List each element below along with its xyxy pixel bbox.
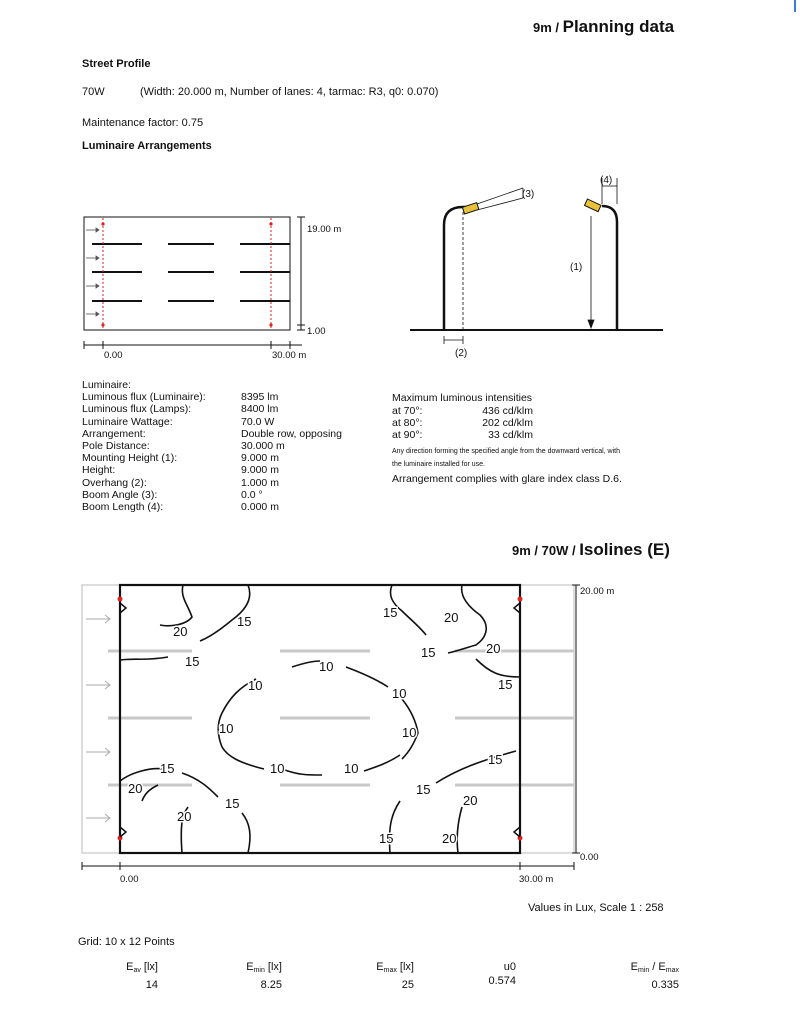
planning-data-heading	[533, 17, 674, 37]
contour-label: 10	[344, 761, 359, 776]
intensity-values	[455, 405, 533, 442]
contour-label: 15	[383, 605, 398, 620]
side-label-2: (2)	[455, 348, 468, 359]
contour-label: 10	[392, 686, 407, 701]
contour-labels	[128, 605, 512, 846]
lamp-type: 70W	[82, 86, 105, 98]
luminaire-left	[462, 203, 478, 214]
luminaire-value: 30.000 m	[241, 439, 285, 452]
side-diagram	[405, 170, 670, 365]
isolines-x-start: 0.00	[120, 874, 139, 885]
maintenance-factor: Maintenance factor: 0.75	[82, 117, 204, 129]
contour-label: 15	[237, 614, 252, 629]
result-value: 0.335	[651, 979, 679, 991]
pole-marker	[101, 323, 104, 326]
plan-x-end: 30.00 m	[272, 350, 307, 361]
contour-label: 15	[225, 796, 240, 811]
result-emin	[220, 960, 282, 992]
contour-label: 20	[463, 793, 478, 808]
contour-label: 10	[319, 659, 334, 674]
luminaire-value: 9.000 m	[241, 452, 279, 465]
planning-prefix: 9m /	[533, 20, 563, 35]
luminaire-label: Overhang (2):	[82, 476, 147, 489]
pole-lines	[103, 218, 271, 329]
pole-right	[602, 206, 617, 330]
luminaire-value: 8395 lm	[241, 391, 279, 404]
luminaire-value: 1.000 m	[241, 476, 279, 489]
intensity-value: 33 cd/klm	[488, 429, 533, 442]
contour-label: 15	[498, 677, 513, 692]
contour-label: 15	[421, 645, 436, 660]
result-sub: min	[253, 967, 265, 974]
luminaire-label: Luminaire Wattage:	[82, 415, 173, 428]
result-emax	[350, 960, 414, 992]
isolines-heading	[512, 540, 670, 560]
luminaire-arrangements-heading: Luminaire Arrangements	[82, 140, 212, 152]
result-name: E	[630, 961, 638, 973]
result-sub2: max	[665, 967, 679, 974]
luminaire-label: Boom Angle (3):	[82, 488, 158, 501]
contour-label: 20	[444, 610, 459, 625]
result-ratio	[590, 960, 679, 992]
contour-label: 10	[402, 725, 417, 740]
isolines-x-end: 30.00 m	[519, 874, 554, 885]
contour-label: 10	[270, 761, 285, 776]
intensity-label: at 80°:	[392, 417, 423, 430]
pole-marker	[269, 323, 272, 326]
result-value: 25	[401, 979, 414, 991]
result-sub: av	[133, 967, 141, 974]
road-outline	[84, 217, 290, 330]
luminaire-label: Luminous flux (Lamps):	[82, 403, 192, 416]
dim-width-label: 19.00 m	[307, 224, 342, 235]
result-unit: [lx]	[264, 961, 282, 973]
result-name: u0	[503, 961, 516, 973]
result-eav	[100, 960, 158, 992]
result-name: E	[376, 961, 384, 973]
luminaire-label: Mounting Height (1):	[82, 452, 178, 465]
isolines-prefix: 9m / 70W /	[512, 543, 580, 558]
luminaire-label: Luminous flux (Luminaire):	[82, 391, 206, 404]
dim-offset-label: 1.00	[307, 326, 326, 337]
intensity-value: 436 cd/klm	[482, 405, 533, 417]
contour-label: 20	[442, 831, 457, 846]
intensity-label: at 70°:	[392, 405, 423, 417]
isolines-y-top: 20.00 m	[580, 586, 615, 597]
vertical-dimension	[297, 217, 305, 330]
result-value: 0.574	[488, 975, 516, 987]
luminaire-value: 9.000 m	[241, 464, 279, 477]
intensity-value: 202 cd/klm	[482, 417, 533, 430]
result-name: E	[126, 961, 134, 973]
contour-label: 20	[128, 781, 143, 796]
result-u0	[470, 960, 516, 988]
luminaire-value: 0.000 m	[241, 500, 279, 513]
luminaire-label: Luminaire:	[82, 379, 132, 391]
contour-label: 15	[379, 831, 394, 846]
contour-label: 15	[185, 654, 200, 669]
result-unit: [lx]	[140, 961, 158, 973]
intensities-title: Maximum luminous intensities	[392, 392, 533, 404]
grid-label: Grid: 10 x 12 Points	[78, 936, 175, 948]
lane-markings	[108, 651, 574, 785]
street-details: (Width: 20.000 m, Number of lanes: 4, tarmac: R3, q0: 0.070)	[140, 86, 439, 98]
scale-note: Values in Lux, Scale 1 : 258	[528, 902, 664, 914]
side-label-1: (1)	[570, 262, 583, 273]
pole-marker	[518, 597, 523, 602]
contour-label: 15	[416, 782, 431, 797]
luminaire-value: 70.0 W	[241, 415, 275, 428]
luminaire-label: Arrangement:	[82, 427, 146, 440]
luminaire-label: Boom Length (4):	[82, 500, 164, 513]
bottom-scale	[82, 862, 574, 870]
result-sub: max	[383, 967, 397, 974]
intensity-label: at 90°:	[392, 429, 423, 442]
result-unit: / E	[649, 961, 666, 973]
isolines-diagram	[70, 575, 590, 895]
result-value: 8.25	[260, 979, 282, 991]
isolines-y-bottom: 0.00	[580, 852, 599, 863]
luminaire-value: 8400 lm	[241, 403, 279, 416]
luminaire-labels	[82, 379, 206, 513]
contour-label: 10	[248, 678, 263, 693]
contour-label: 20	[177, 809, 192, 824]
height-dimension	[588, 216, 594, 328]
overhang-dimension	[444, 336, 463, 344]
contour-label: 20	[486, 641, 501, 656]
pole-marker	[101, 222, 104, 225]
street-profile-heading: Street Profile	[82, 58, 151, 70]
boom-angle-line	[477, 188, 523, 204]
contour-label: 15	[160, 761, 175, 776]
luminaire-values	[241, 379, 342, 513]
contour-label: 20	[173, 624, 188, 639]
side-label-4: (4)	[600, 175, 613, 186]
contour-label: 15	[488, 752, 503, 767]
luminaire-right	[584, 199, 601, 212]
boom-angle-line	[477, 198, 523, 210]
pole-marker	[118, 597, 123, 602]
luminaire-value: Double row, opposing	[241, 427, 342, 440]
pole-marker	[269, 222, 272, 225]
result-name: E	[246, 961, 254, 973]
luminaire-value: 0.0 °	[241, 488, 263, 501]
planning-title: Planning data	[562, 17, 675, 36]
glare-class: Arrangement complies with glare index class D.6.	[392, 473, 622, 485]
intensity-labels	[392, 405, 422, 442]
pole-left	[444, 207, 469, 330]
luminaire-label: Pole Distance:	[82, 439, 150, 452]
lane-dashes	[92, 244, 290, 301]
luminaire-value	[241, 379, 342, 391]
horizontal-dimension	[84, 341, 302, 349]
intensity-note-1: Any direction forming the specified angle from the downward vertical, with	[392, 448, 620, 455]
result-sub: min	[637, 967, 650, 974]
traffic-arrows	[86, 615, 110, 822]
window-edge-marker	[794, 0, 796, 12]
intensity-note-2: the luminaire installed for use.	[392, 461, 485, 468]
luminaire-label: Height:	[82, 464, 116, 477]
contour-label: 10	[219, 721, 234, 736]
side-label-3: (3)	[522, 189, 535, 200]
isolines-title: Isolines (E)	[579, 540, 670, 559]
result-value: 14	[145, 979, 158, 991]
plan-x-start: 0.00	[104, 350, 123, 361]
result-unit: [lx]	[396, 961, 414, 973]
